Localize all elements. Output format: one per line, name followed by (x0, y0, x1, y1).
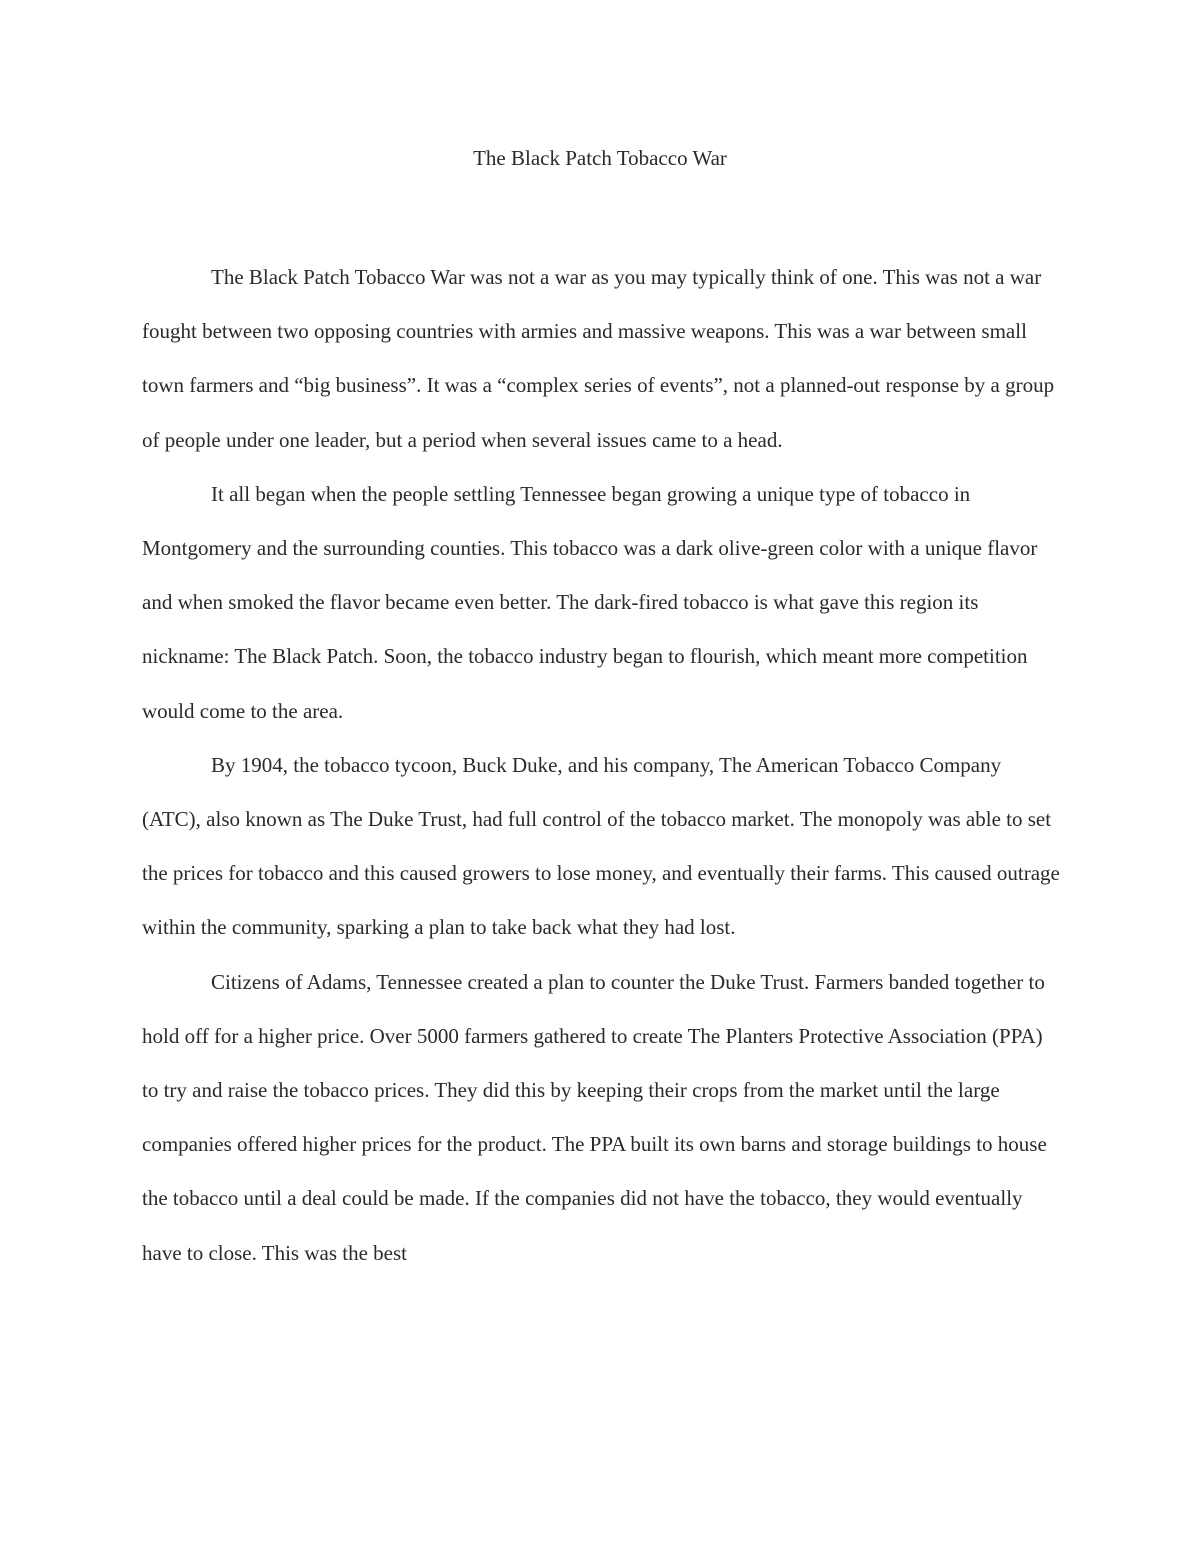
document-body (142, 250, 1062, 1280)
paragraph: Citizens of Adams, Tennessee created a plan to counter the Duke Trust. Farmers banded together to hold off for a higher price. Over 5000 farmers gathered to create The Planters Protective Association (PPA) to try and raise the tobacco prices. They did this by keeping their crops from the market until the large companies offered higher prices for the product. The PPA built its own barns and storage buildings to house the tobacco until a deal could be made. If the companies did not have the tobacco, they would eventually have to close. This was the best (142, 969, 1047, 1265)
paragraph: It all began when the people settling Tennessee began growing a unique type of tobacco in Montgomery and the surrounding counties. This tobacco was a dark olive-green color with a unique flavor and when smoked the flavor became even better. The dark-fired tobacco is what gave this region its nickname: The Black Patch. Soon, the tobacco industry began to flourish, which meant more competition would come to the area. (142, 481, 1038, 723)
document-title: The Black Patch Tobacco War (473, 146, 727, 170)
paragraph: By 1904, the tobacco tycoon, Buck Duke, and his company, The American Tobacco Company (ATC), also known as The Duke Trust, had full control of the tobacco market. The monopoly was able to set the prices for tobacco and this caused growers to lose money, and eventually their farms. This caused outrage within the community, sparking a plan to take back what they had lost. (142, 752, 1060, 940)
paragraph: The Black Patch Tobacco War was not a war as you may typically think of one. This was not a war fought between two opposing countries with armies and massive weapons. This was a war between small town farmers and “big business”. It was a “complex series of events”, not a planned-out response by a group of people under one leader, but a period when several issues came to a head. (142, 265, 1055, 452)
